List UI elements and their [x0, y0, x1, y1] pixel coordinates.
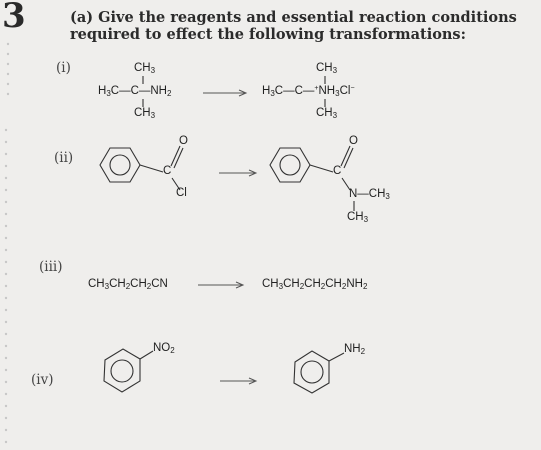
i-product-bottom: $CH_3$	[316, 107, 338, 120]
benzene-ring-ii-product	[270, 146, 354, 211]
ii-reactant-carbon: C	[163, 165, 172, 177]
benzene-ring-iv-product	[294, 351, 344, 393]
ii-product-amine-methyl: $CH_3$	[347, 211, 369, 224]
iii-product-formula: $CH_3CH_2CH_2CH_2NH_2$	[262, 278, 368, 291]
iv-product-amino: $NH_2$	[344, 343, 366, 356]
ii-reactant-chlorine: Cl	[176, 187, 187, 199]
ii-product-carbon: C	[333, 165, 342, 177]
i-product-top: $CH_3$	[316, 62, 338, 75]
reaction-arrow-iii	[198, 282, 243, 288]
part-label-i: (i)	[56, 60, 71, 76]
question-prompt: (a) Give the reagents and essential reaction conditions required to effect the following transformations:	[70, 9, 517, 43]
part-label-iii: (iii)	[39, 259, 63, 275]
i-reactant-bottom: $CH_3$	[134, 107, 156, 120]
benzene-ring-iv-reactant	[104, 349, 153, 392]
part-label-iv: (iv)	[31, 372, 54, 388]
i-reactant-mid: $H_3C—C—NH_2$	[98, 85, 172, 98]
iii-reactant-formula: $CH_3CH_2CH_2CN$	[88, 278, 168, 291]
ii-product-amine: $N—CH_3$	[349, 188, 390, 201]
i-product-mid: $H_3C—C—^+NH_3Cl^-$	[262, 85, 355, 98]
margin-dots	[5, 43, 9, 443]
question-number: 3	[2, 0, 26, 36]
ii-reactant-oxygen: O	[179, 135, 188, 147]
part-label-ii: (ii)	[54, 150, 74, 166]
reaction-arrow-i	[203, 90, 246, 96]
reaction-arrow-iv	[220, 378, 256, 384]
ii-product-oxygen: O	[349, 135, 358, 147]
reaction-arrow-ii	[219, 170, 256, 176]
i-reactant-top: $CH_3$	[134, 62, 156, 75]
iv-reactant-nitro: $NO_2$	[153, 342, 175, 355]
